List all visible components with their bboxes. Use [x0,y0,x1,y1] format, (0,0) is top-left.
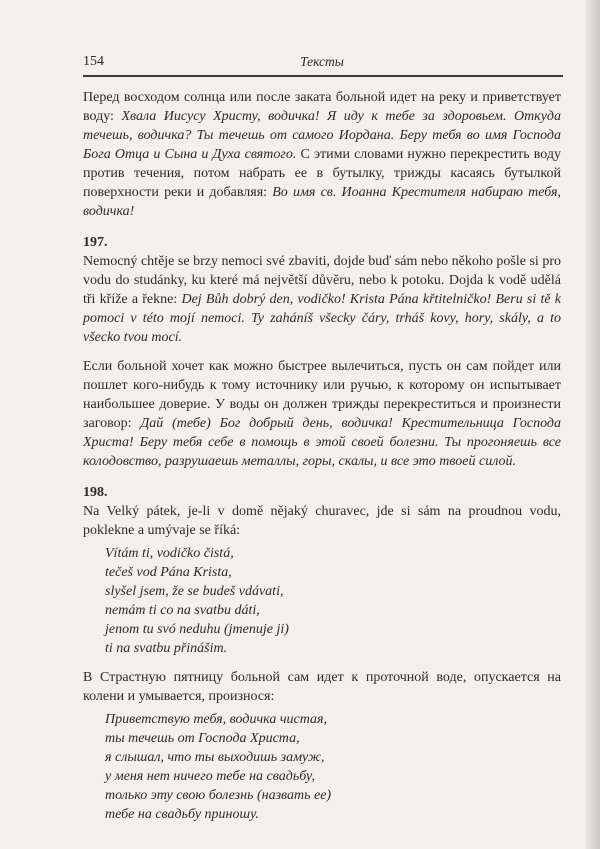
verse-russian [105,710,561,824]
paragraph-czech-197 [83,252,561,347]
header-rule [83,75,563,77]
paragraph-czech-198: Na Velký pátek, je-li v domě nějaký churavec, jde si sám na proudnou vodu, poklekne a umývaje se říká: [83,504,561,538]
verse-line: у меня нет ничего тебе на свадьбу, [105,769,316,784]
verse-line: ты течешь от Господа Христа, [105,731,300,746]
text: Nemocný chtěje se brzy nemoci své zbaviti, dojde buď sám nebo někoho pošle si pro vodu do studánky, ku které má největší důvěru, nebo k potoku. Dojda k vodě udělá tři kříže a řekne: [83,254,561,307]
running-header [83,54,561,74]
verse-line: Vítám ti, vodičko čistá, [105,546,234,561]
text: Перед восходом солнца или после заката больной идет на реку и приветствует воду: [83,90,561,124]
page-edge-shadow [586,0,600,849]
verse-line: Приветствую тебя, водичка чистая, [105,712,328,727]
paragraph-russian-1 [83,88,561,221]
charm-text: Dej Bůh dobrý den, vodičko! Krista Pána křtitelničko! Beru si tě k pomoci v této mojí nemoci. Ty zaháníš všecky čáry, trháš kovy, hory, skály, a to všecko tvou mocí. [83,292,561,345]
verse-line: ti na svatbu přinášim. [105,641,228,656]
verse-line: tečeš vod Pána Krista, [105,565,232,580]
verse-czech [105,544,561,658]
verse-line: я слышал, что ты выходишь замуж, [105,750,325,765]
entry-number-198: 198. [83,485,108,500]
text: С этими словами нужно перекрестить воду против течения, потом набрать ее в бутылку, трижды касаясь бутылкой поверхности реки и добавляя: [83,147,561,200]
page-body [83,88,561,834]
text: Если больной хочет как можно быстрее вылечиться, пусть он сам пойдет или пошлет кого-нибудь к тому источнику или ручью, к которому он испытывает наибольшее доверие. У воды он должен трижды перекреститься и произнести заговор: [83,359,561,431]
charm-text: Во имя св. Иоанна Крестителя набираю тебя, водичка! [83,185,561,219]
verse-line: slyšel jsem, že se budeš vdávati, [105,584,284,599]
paragraph-russian-198: В Страстную пятницу больной сам идет к проточной воде, опускается на колени и умывается, произнося: [83,670,561,704]
verse-line: nemám ti co na svatbu dáti, [105,603,260,618]
verse-line: тебе на свадьбу приношу. [105,807,259,822]
verse-line: jenom tu svó neduhu (jmenuje ji) [105,622,289,637]
running-title: Тексты [300,54,344,69]
verse-line: только эту свою болезнь (назвать ее) [105,788,332,803]
entry-number-197: 197. [83,235,108,250]
paragraph-russian-197 [83,357,561,471]
charm-text: Дай (тебе) Бог добрый день, водичка! Крестительница Господа Христа! Беру тебя себе в помощь в этой своей болезни. Ты прогоняешь все колодовство, разрушаешь металлы, горы, скалы, и все это твоей силой. [83,416,561,469]
charm-text: Хвала Иисусу Христу, водичка! Я иду к тебе за здоровьем. Откуда течешь, водичка? Ты течешь от самого Иордана. Беру тебя во имя Господа Бога Отца и Сына и Духа святого. [83,109,561,162]
page-number: 154 [83,54,104,69]
